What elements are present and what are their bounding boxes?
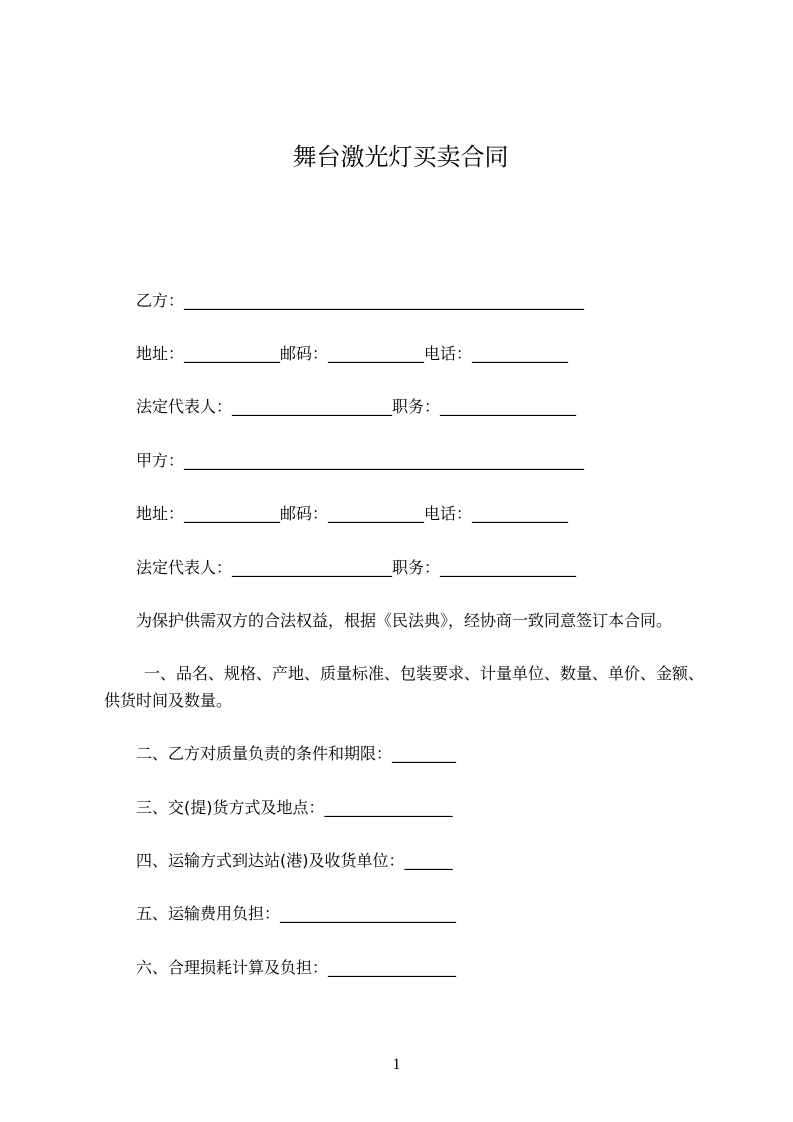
clause-3-label: 三、交(提)货方式及地点： bbox=[136, 797, 325, 817]
seller-contact-line bbox=[104, 341, 710, 368]
preamble-paragraph: 为保护供需双方的合法权益，根据《民法典》，经协商一致同意签订本合同。 bbox=[136, 610, 673, 630]
seller-position-label: 职务： bbox=[392, 397, 441, 417]
buyer-phone-label: 电话： bbox=[424, 504, 473, 524]
seller-representative-line bbox=[104, 394, 710, 421]
seller-name-blank: __________________________________________________ bbox=[184, 290, 585, 310]
seller-representative-blank: ____________________ bbox=[232, 397, 393, 417]
seller-name-line bbox=[104, 288, 710, 315]
seller-postcode-blank: ____________ bbox=[328, 344, 425, 363]
buyer-postcode-label: 邮码： bbox=[280, 504, 329, 524]
page-number: 1 bbox=[392, 1056, 401, 1073]
seller-name-label: 乙方： bbox=[136, 290, 185, 310]
document-title: 舞台激光灯买卖合同 bbox=[292, 143, 509, 171]
clause-6 bbox=[104, 955, 710, 982]
buyer-position-blank: _________________ bbox=[440, 557, 577, 577]
buyer-position-label: 职务： bbox=[392, 557, 441, 577]
buyer-representative-label: 法定代表人： bbox=[136, 557, 233, 577]
clause-1: 一、品名、规格、产地、质量标准、包装要求、计量单位、数量、单价、金额、供货时间及数量。 bbox=[104, 664, 705, 710]
seller-address-label: 地址： bbox=[136, 344, 185, 363]
buyer-address-blank: ____________ bbox=[184, 504, 281, 524]
clause-2-blank: ________ bbox=[392, 744, 457, 764]
seller-phone-blank: ____________ bbox=[472, 344, 569, 363]
buyer-postcode-blank: ____________ bbox=[328, 504, 425, 524]
clause-4-blank: ______ bbox=[404, 850, 453, 870]
seller-postcode-label: 邮码： bbox=[280, 344, 329, 363]
buyer-contact-line bbox=[104, 501, 710, 528]
clause-3 bbox=[104, 795, 710, 822]
clause-2-label: 二、乙方对质量负责的条件和期限： bbox=[136, 744, 393, 764]
buyer-phone-blank: ____________ bbox=[472, 504, 569, 524]
buyer-address-label: 地址： bbox=[136, 504, 185, 524]
seller-representative-label: 法定代表人： bbox=[136, 397, 233, 417]
buyer-name-label: 甲方： bbox=[136, 450, 185, 470]
clause-6-label: 六、合理损耗计算及负担： bbox=[136, 957, 329, 977]
buyer-name-line bbox=[104, 448, 710, 475]
clause-3-blank: ________________ bbox=[324, 797, 453, 817]
clause-5 bbox=[104, 901, 710, 928]
buyer-representative-line bbox=[104, 555, 710, 582]
buyer-name-blank: __________________________________________________ bbox=[184, 450, 585, 470]
clause-5-blank: ______________________ bbox=[280, 904, 457, 924]
seller-position-blank: _________________ bbox=[440, 397, 577, 417]
clause-5-label: 五、运输费用负担： bbox=[136, 904, 281, 924]
clause-2 bbox=[104, 741, 710, 768]
clause-4 bbox=[104, 848, 710, 875]
clause-6-blank: ________________ bbox=[328, 957, 457, 977]
seller-address-blank: ____________ bbox=[184, 344, 281, 363]
clause-4-label: 四、运输方式到达站(港)及收货单位： bbox=[136, 850, 405, 870]
seller-phone-label: 电话： bbox=[424, 344, 473, 363]
buyer-representative-blank: ____________________ bbox=[232, 557, 393, 577]
